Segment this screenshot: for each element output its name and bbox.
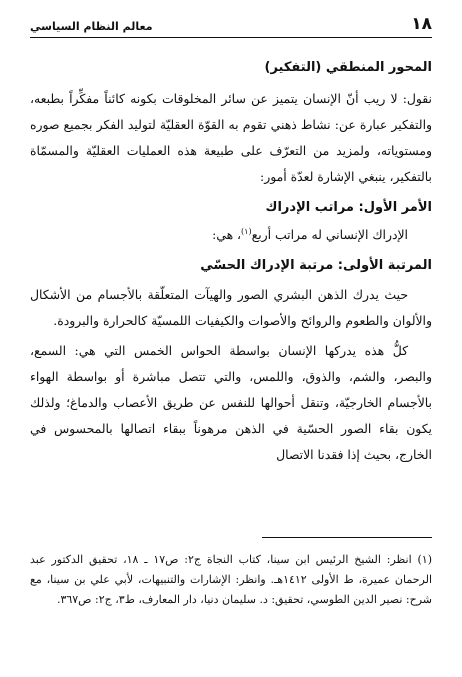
subheading-first-rank: المرتبة الأولى: مرتبة الإدراك الحسّي (200, 258, 432, 273)
ranks-text-end: ، هي: (212, 227, 242, 242)
paragraph-intro: نقول: لا ريب أنّ الإنسان يتميز عن سائر المخلوقات بكونه كائناً مفكِّراً بطبعه، والتفكير عبارة عن: نشاط ذهني تقوم به القوّة العقليّة لتوليد الفكر بجميع صوره ومستوياته، ولمزيد من التعرّف على طبيعة هذه العمليات العقليّة والمسمّاة بالتفكير، ينبغي الإشارة لعدّة أمور: (30, 91, 432, 184)
page-number: ١٨ (411, 14, 432, 34)
section-heading-logical-axis: المحور المنطقي (التفكير) (264, 60, 432, 75)
footnotes (30, 537, 432, 610)
running-title: معالم النظام السياسي (30, 20, 153, 33)
paragraph-sensory-perception: حيث يدرك الذهن البشري الصور والهيآت المتعلّقة بالأجسام من الأشكال والألوان والطعوم والروائح والأصوات والكيفيات اللمسيّة كالحرارة والبرودة. (30, 287, 432, 328)
paragraph-five-senses: كلُّ هذه يدركها الإنسان بواسطة الحواس الخمس التي هي: السمع، والبصر، والشم، والذوق، واللمس، والتي تتصل مباشرة أو بواسطة الهواء بالأجسام الخارجيّة، وتنقل أحوالها للنفس عن طريق الأعصاب والدماغ؛ ولذلك يكون بقاء الصور الحسّية في الذهن مرهوناً ببقاء اتصالها بالمحسوس في الخارج، بحيث إذا فقدنا الاتصال (30, 343, 432, 462)
page-body (30, 58, 432, 468)
footnote-1: (١) انظر: الشيخ الرئيس ابن سينا، كتاب النجاة ج٢: ص١٧ ـ ١٨، تحقيق الدكتور عبد الرحمان عميرة، ط الأولى ١٤١٢هـ. وانظر: الإشارات والتنبيهات، لأبي علي بن سينا، مع شرح: نصير الدين الطوسي، تحقيق: د. سليمان دنيا، دار المعارف، ط٣، ج٢: ص٣٦٧. (30, 553, 433, 606)
page-header (30, 12, 432, 38)
subheading-first-matter: الأمر الأول: مراتب الإدراك (265, 200, 432, 215)
ranks-text: الإدراك الإنساني له مراتب أربع (251, 227, 408, 242)
footnote-reference: (١) (241, 226, 252, 236)
paragraph-ranks (30, 222, 432, 248)
footnote-separator (262, 537, 432, 538)
